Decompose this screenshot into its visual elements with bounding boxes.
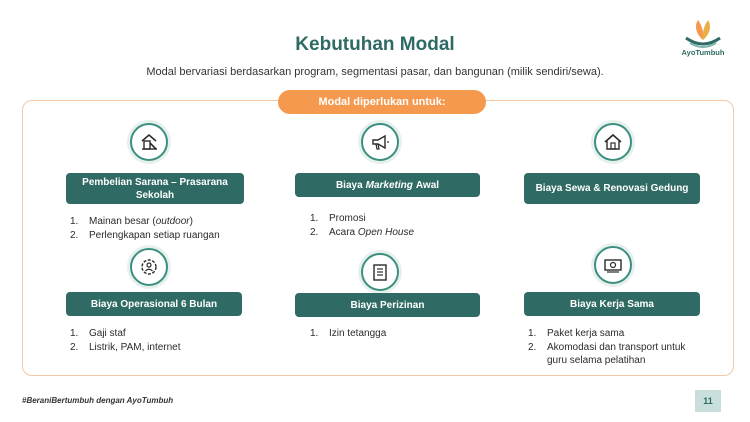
page-subtitle: Modal bervariasi berdasarkan program, segmentasi pasar, dan bangunan (milik sendiri/sewa).: [146, 66, 604, 78]
leaf-logo-icon: [672, 18, 734, 48]
list-item: 1. Promosi: [310, 213, 366, 224]
page-title: Kebutuhan Modal: [295, 34, 455, 55]
list-item: 2. Perlengkapan setiap ruangan: [70, 229, 220, 241]
list-biaya-marketing: [310, 212, 490, 239]
list-item: 2. Listrik, PAM, internet: [70, 341, 181, 353]
card-sarana-prasarana: Pembelian Sarana – Prasarana Sekolah: [66, 173, 244, 204]
list-item: 1. Gaji staf: [70, 328, 126, 339]
list-item: 1. Mainan besar (outdoor): [70, 216, 193, 227]
panel-heading-pill: Modal diperlukan untuk:: [278, 90, 486, 114]
money-icon: [594, 246, 632, 284]
list-item: 2. Acara Open House: [310, 226, 415, 238]
ayotumbuh-logo: [672, 18, 734, 64]
page-number: 11: [695, 390, 721, 412]
logo-text: AyoTumbuh: [681, 48, 725, 57]
card-sewa-renovasi: Biaya Sewa & Renovasi Gedung: [524, 173, 700, 204]
list-item: 1. Izin tetangga: [310, 328, 387, 339]
list-sarana-prasarana: [70, 215, 270, 242]
document-icon: [361, 253, 399, 291]
card-biaya-marketing: Biaya Marketing Awal: [295, 173, 480, 197]
footer-tagline: #BeraniBertumbuh dengan AyoTumbuh: [22, 396, 174, 405]
gear-person-icon: [130, 248, 168, 286]
list-biaya-perizinan: [310, 327, 490, 341]
list-biaya-operasional: [70, 327, 260, 354]
list-biaya-kerja-sama: [528, 327, 708, 368]
list-item: 1. Paket kerja sama: [528, 328, 625, 339]
playground-icon: [130, 123, 168, 161]
card-biaya-kerja-sama: Biaya Kerja Sama: [524, 292, 700, 316]
megaphone-icon: [361, 123, 399, 161]
house-icon: [594, 123, 632, 161]
list-item: 2. Akomodasi dan transport untuk guru selama pelatihan: [528, 341, 686, 366]
card-biaya-operasional: Biaya Operasional 6 Bulan: [66, 292, 242, 316]
card-biaya-perizinan: Biaya Perizinan: [295, 293, 480, 317]
